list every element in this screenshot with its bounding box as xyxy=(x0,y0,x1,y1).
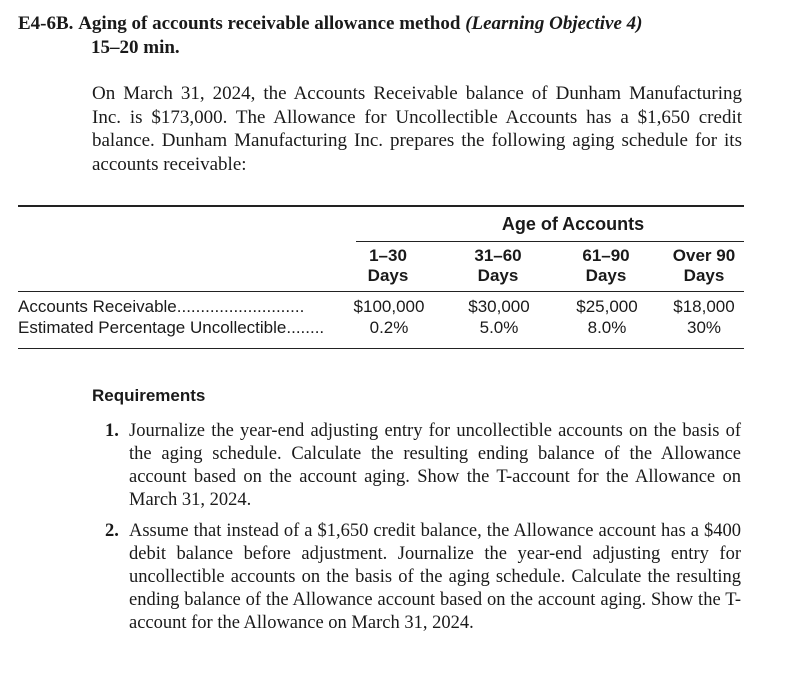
pct-over-90-value: 30% xyxy=(686,318,722,337)
requirement-item-2 xyxy=(105,520,741,635)
age-of-accounts-header: Age of Accounts xyxy=(501,214,645,234)
requirement-text: Journalize the year-end adjusting entry for uncollectible accounts on the basis of the aging schedule. Calculate the resulting ending balance of the Allowance account based on the account aging. Show the T-account for the Allowance on March 31, 2024. xyxy=(129,421,741,510)
learning-objective: (Learning Objective 4) xyxy=(465,13,643,34)
pct-1-30-value: 0.2% xyxy=(369,318,409,337)
requirement-text: Assume that instead of a $1,650 credit balance, the Allowance account has a $400 debit balance before adjustment. Journalize the year-end adjusting entry for uncollectible accounts on the basis of the aging schedule. Calculate the resulting ending balance of the Allowance account based on the account aging. Show the T-account for the Allowance on March 31, 2024. xyxy=(129,521,741,633)
table-row-percentage-uncollectible: Estimated Percentage Uncollectible........ xyxy=(18,318,325,337)
ar-61-90-value: $25,000 xyxy=(576,297,638,316)
col-header-1-30: 1–30 Days xyxy=(367,246,409,285)
requirement-number: 1. xyxy=(105,421,119,441)
pct-31-60-value: 5.0% xyxy=(479,318,519,337)
ar-over-90-value: $18,000 xyxy=(673,297,735,316)
ar-1-30-value: $100,000 xyxy=(353,297,425,316)
requirement-number: 2. xyxy=(105,521,119,541)
col-header-61-90: 61–90 Days xyxy=(582,246,630,285)
col-header-over-90: Over 90 Days xyxy=(672,246,736,285)
group-header-rule xyxy=(356,241,744,242)
exercise-code: E4-6B. xyxy=(18,13,74,34)
time-estimate: 15–20 min. xyxy=(91,37,180,58)
pct-61-90-value: 8.0% xyxy=(587,318,627,337)
exercise-title: Aging of accounts receivable allowance method xyxy=(78,13,461,34)
exercise-header xyxy=(18,12,778,60)
col-header-31-60: 31–60 Days xyxy=(474,246,522,285)
table-top-rule xyxy=(18,205,744,207)
requirements-title: Requirements xyxy=(92,386,206,405)
table-row-accounts-receivable: Accounts Receivable........................... xyxy=(18,297,305,316)
requirements-list xyxy=(105,420,741,643)
intro-paragraph: On March 31, 2024, the Accounts Receivable balance of Dunham Manufacturing Inc. is $173,000. The Allowance for Uncollectible Accounts has a $1,650 credit balance. Dunham Manufacturing Inc. prepares the following aging schedule for its accounts receivable: xyxy=(92,83,742,175)
table-bottom-rule xyxy=(18,348,744,349)
ar-31-60-value: $30,000 xyxy=(468,297,530,316)
requirement-item-1 xyxy=(105,420,741,512)
header-bottom-rule xyxy=(18,291,744,292)
